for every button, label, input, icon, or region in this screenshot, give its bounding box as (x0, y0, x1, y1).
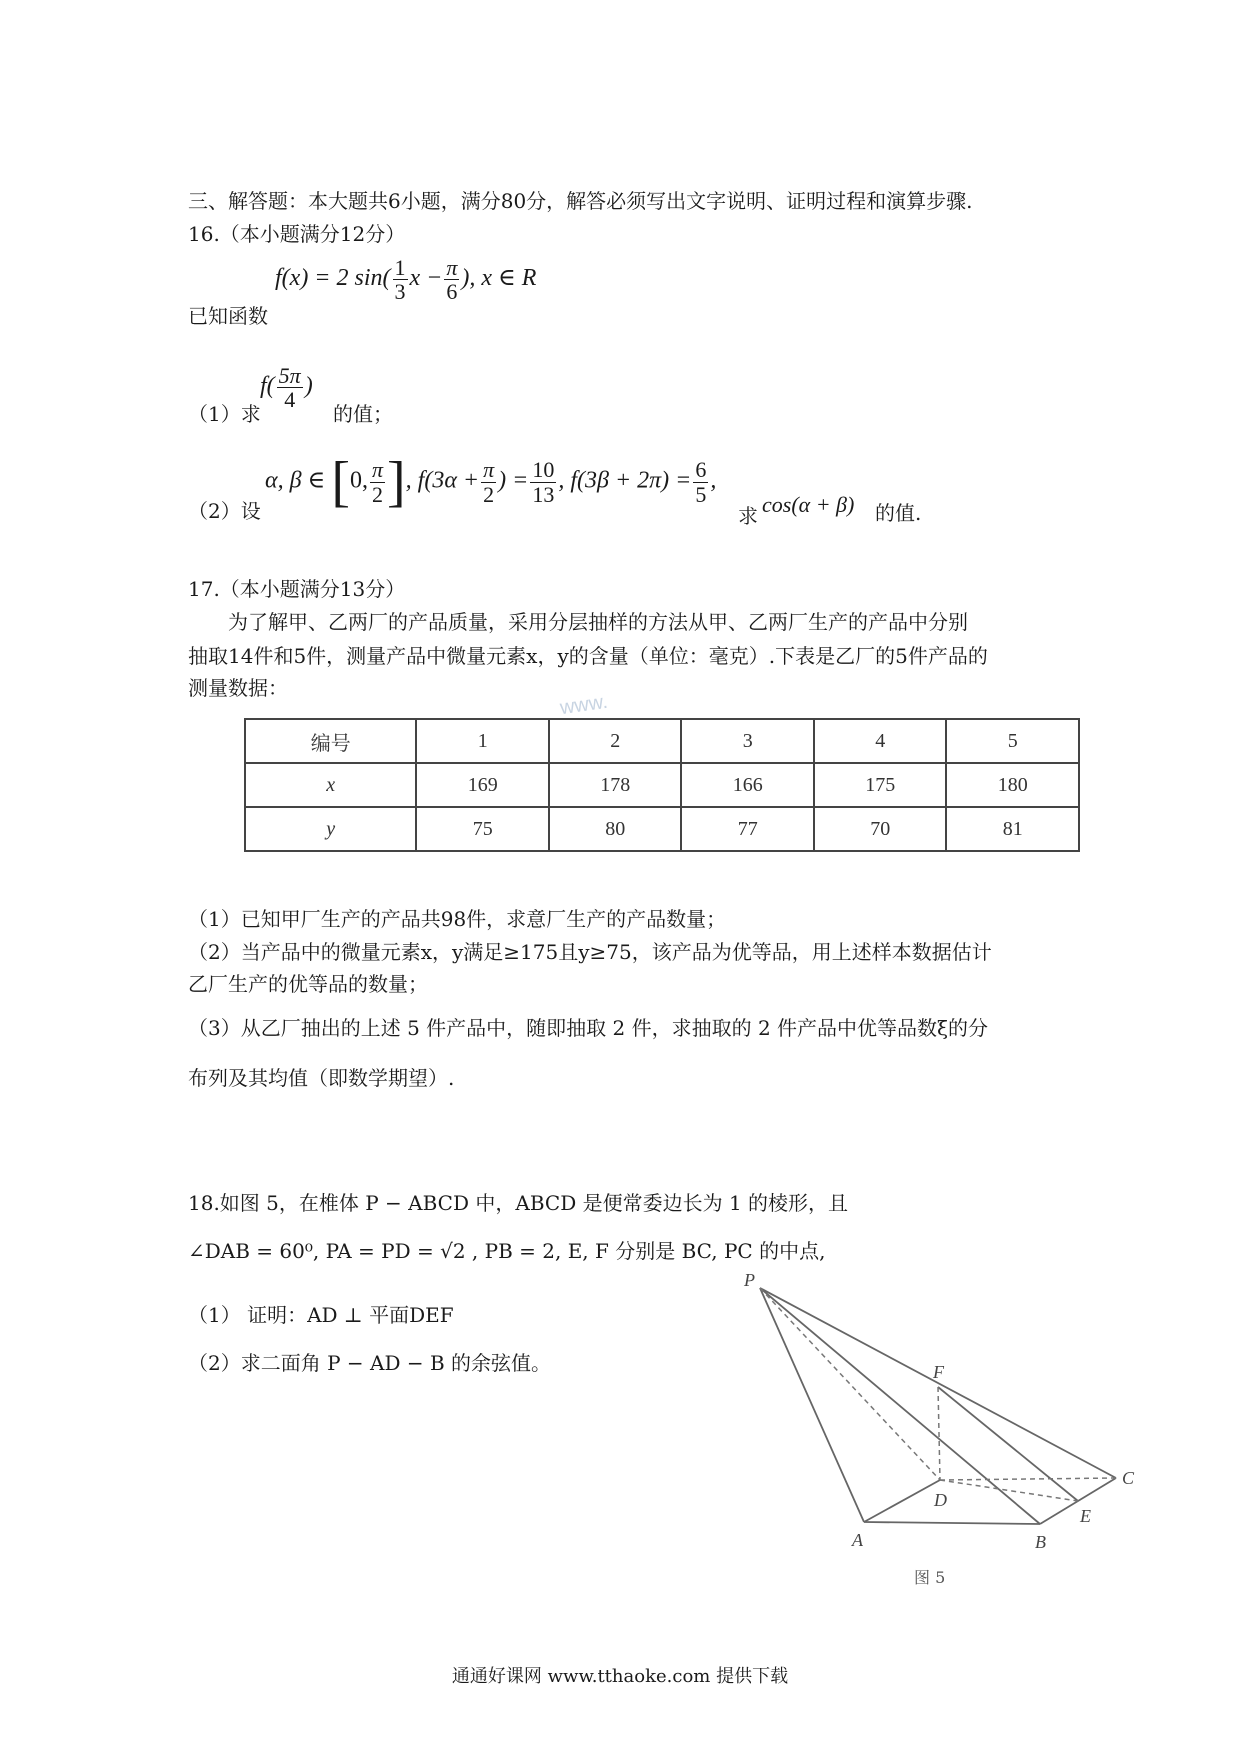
edge-dc-hidden (940, 1478, 1116, 1480)
fraction-5pi-over-4: $\frac{5\pi}{4}$ (278, 363, 301, 413)
q16-part1-suffix: 的值； (333, 402, 393, 426)
table-cell: 81 (946, 807, 1079, 851)
table-row-y (245, 807, 1079, 851)
q17-sub3-line1: （3）从乙厂抽出的上述 5 件产品中，随即抽取 2 件，求抽取的 2 件产品中优等品数ξ的分 (188, 1016, 989, 1040)
vertex-label-p: P (744, 1270, 755, 1290)
q16-function-definition: f(x) = 2 sin( $\frac{1}{3}$ x − $\frac{\pi}{6}$ ), x ∈ R (275, 255, 537, 305)
q17-sub1: （1）已知甲厂生产的产品共98件，求意厂生产的产品数量； (188, 907, 727, 931)
edge-pd-hidden (760, 1288, 940, 1480)
table-cell: 2 (549, 719, 682, 763)
edge-ad (864, 1480, 940, 1522)
q16-part1-label: （1）求 (188, 402, 261, 426)
table-cell: 175 (814, 763, 947, 807)
q17-paragraph-line1: 为了解甲、乙两厂的产品质量，采用分层抽样的方法从甲、乙两厂生产的产品中分别 (228, 610, 968, 634)
q17-sub2-line1: （2）当产品中的微量元素x，y满足≥175且y≥75，该产品为优等品，用上述样本数据估计 (188, 940, 992, 964)
table-row-x (245, 763, 1079, 807)
vertex-label-f: F (933, 1362, 944, 1382)
pyramid-figure (740, 1270, 1160, 1600)
q16-part2-cos: cos(α + β) (762, 492, 855, 517)
table-cell: 80 (549, 807, 682, 851)
q16-part2-ask: 求 (738, 504, 758, 528)
edge-pc (760, 1288, 1116, 1478)
table-cell: 编号 (245, 719, 416, 763)
table-cell: x (245, 763, 416, 807)
q17-number: 17.（本小题满分13分） (188, 577, 406, 601)
table-cell: 70 (814, 807, 947, 851)
measurement-table (244, 718, 1080, 852)
vertex-label-c: C (1122, 1468, 1135, 1488)
q16-part2-label: （2）设 (188, 499, 261, 523)
table-cell: 1 (416, 719, 549, 763)
q16-part1-expression: f( $\frac{5\pi}{4}$ ) (260, 363, 313, 413)
table-cell: 178 (549, 763, 682, 807)
q16-given-label: 已知函数 (188, 304, 268, 328)
figure-caption: 图 5 (914, 1568, 946, 1587)
table-cell: 166 (681, 763, 814, 807)
table-cell: 75 (416, 807, 549, 851)
q18-line1: 18.如图 5，在椎体 P − ABCD 中，ABCD 是便常委边长为 1 的棱形，且 (188, 1191, 849, 1215)
vertex-label-b: B (1035, 1532, 1046, 1552)
q18-sub1: （1） 证明：AD ⊥ 平面DEF (188, 1303, 454, 1327)
vertex-label-a: A (852, 1530, 863, 1550)
table-cell: 77 (681, 807, 814, 851)
fraction-one-third: $\frac{1}{3}$ (394, 255, 406, 305)
fraction-10-13: $\frac{10}{13}$ (532, 457, 555, 507)
table-cell: 169 (416, 763, 549, 807)
fraction-pi-sixth: $\frac{\pi}{6}$ (446, 255, 458, 305)
q17-paragraph-line3: 测量数据： (188, 676, 288, 700)
table-cell: 180 (946, 763, 1079, 807)
edge-fe (938, 1387, 1078, 1501)
q18-sub2: （2）求二面角 P − AD − B 的余弦值。 (188, 1351, 552, 1375)
fraction-pi-half: $\frac{\pi}{2}$ (371, 457, 384, 507)
q17-sub2-line2: 乙厂生产的优等品的数量； (188, 972, 428, 996)
page-footer: 通通好课网 www.tthaoke.com 提供下载 (451, 1666, 789, 1687)
q16-part2-conditions: α, β ∈ [0, $\frac{\pi}{2}$ ], f(3α + $\frac{\pi}{2}$ ) = $\frac{10}{13}$ , f(3β + 2π) = $\frac{6}{5}$ , (265, 451, 717, 513)
q16-part2-suffix: 的值. (875, 501, 922, 525)
vertex-label-d: D (934, 1490, 947, 1510)
table-cell: 4 (814, 719, 947, 763)
q18-line2: ∠DAB = 60⁰, PA = PD = √2 , PB = 2, E, F 分别是 BC, PC 的中点, (188, 1239, 826, 1263)
table-row-header (245, 719, 1079, 763)
table-cell: 5 (946, 719, 1079, 763)
fraction-pi-half-2: $\frac{\pi}{2}$ (483, 457, 495, 507)
q17-paragraph-line2: 抽取14件和5件，测量产品中微量元素x，y的含量（单位：毫克）.下表是乙厂的5件产品的 (188, 644, 988, 668)
section-header: 三、解答题：本大题共6小题，满分80分，解答必须写出文字说明、证明过程和演算步骤. (188, 189, 973, 213)
edge-fd-hidden (938, 1387, 940, 1480)
fraction-6-5: $\frac{6}{5}$ (695, 457, 707, 507)
q17-sub3-line2: 布列及其均值（即数学期望）. (188, 1066, 455, 1090)
q16-number: 16.（本小题满分12分） (188, 222, 406, 246)
edge-pa (760, 1288, 864, 1522)
watermark-text: www. (558, 690, 610, 720)
table-cell: 3 (681, 719, 814, 763)
vertex-label-e: E (1080, 1506, 1091, 1526)
table-cell: y (245, 807, 416, 851)
edge-ab (864, 1522, 1040, 1524)
